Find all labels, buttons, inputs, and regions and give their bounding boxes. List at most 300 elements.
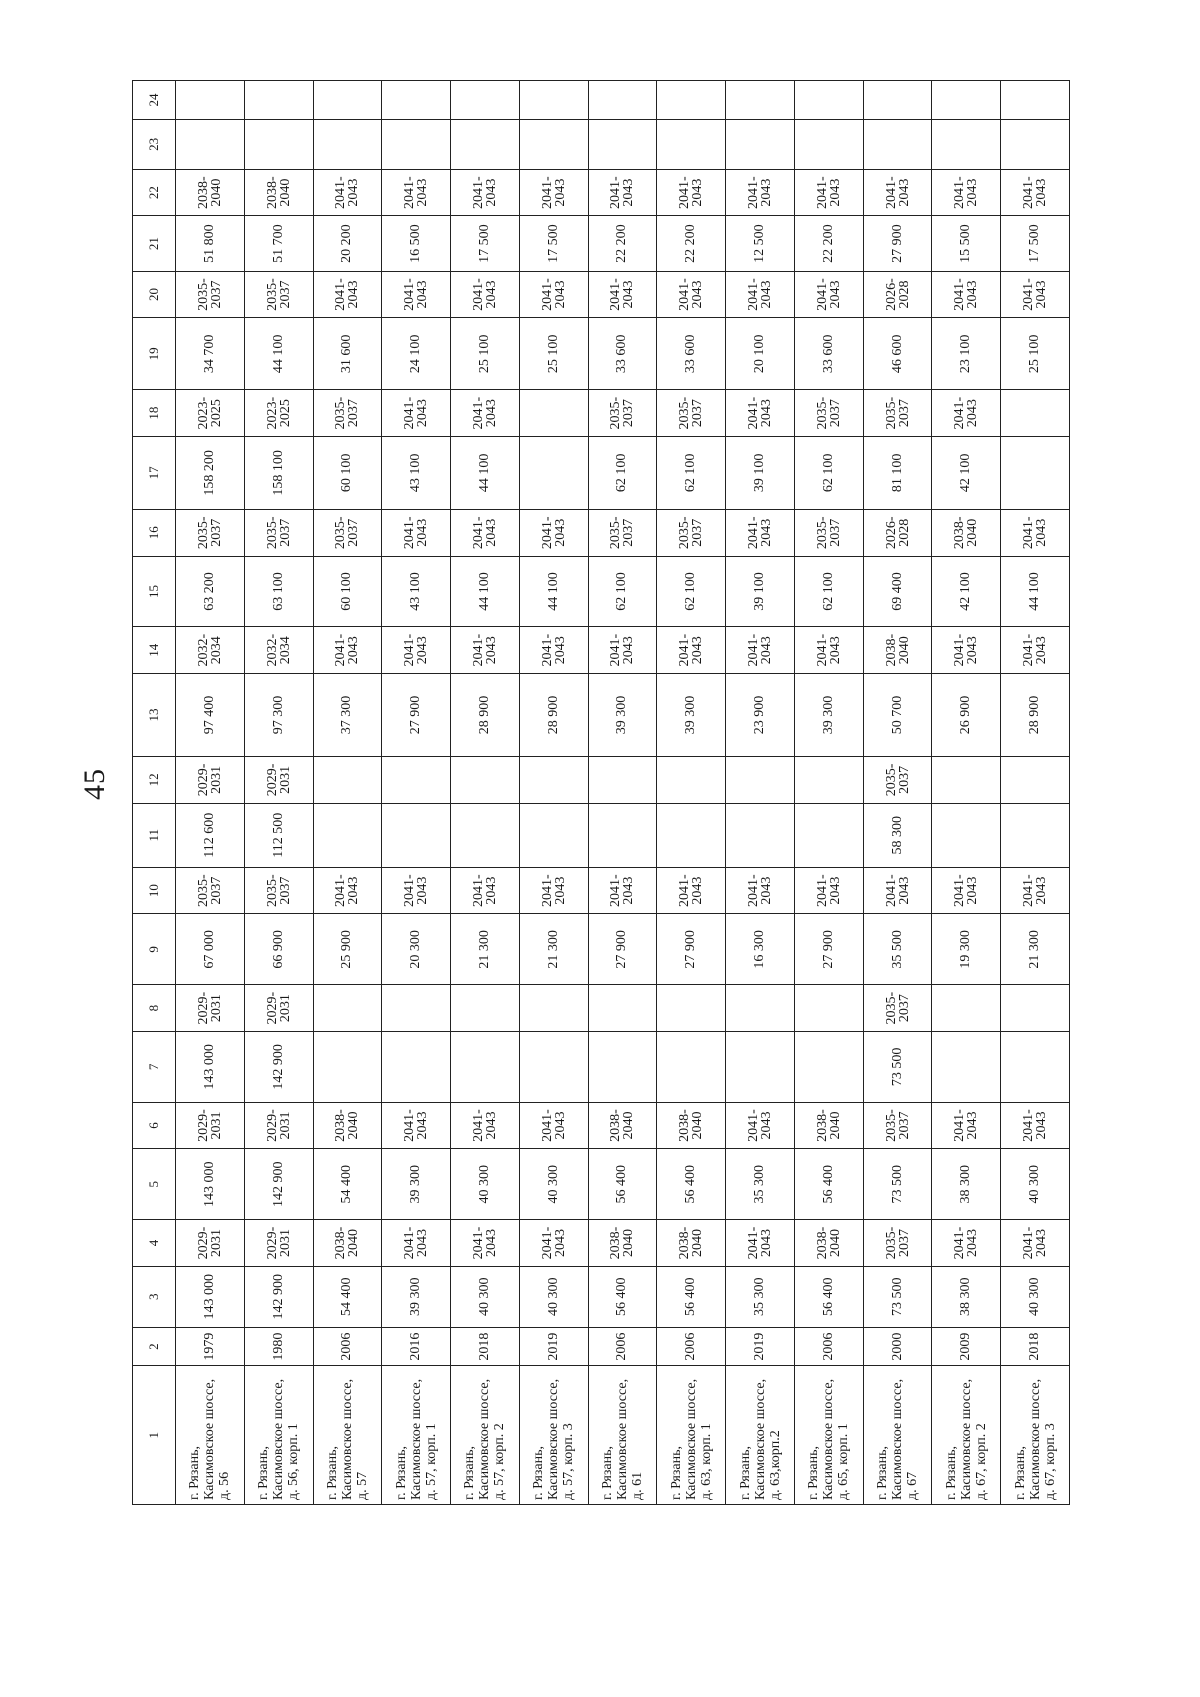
period-cell: 2035- 2037 [176, 867, 245, 914]
value-cell: 97 400 [176, 673, 245, 756]
table-row [244, 81, 313, 1505]
period-cell: 2041- 2043 [932, 1220, 1001, 1267]
value-cell: 66 900 [244, 914, 313, 985]
period-cell: 2041- 2043 [451, 627, 520, 674]
value-cell [313, 1031, 382, 1102]
period-cell: 2035- 2037 [176, 271, 245, 318]
period-cell: 2041- 2043 [726, 169, 795, 216]
period-cell: 2029- 2031 [176, 1102, 245, 1149]
period-cell: 2041- 2043 [726, 271, 795, 318]
period-cell: 2041- 2043 [932, 1102, 1001, 1149]
period-cell: 2038- 2040 [794, 1102, 863, 1149]
value-cell: 112 500 [244, 803, 313, 867]
build-year-cell: 2016 [382, 1327, 451, 1366]
value-cell [313, 985, 382, 1032]
value-cell: 62 100 [657, 556, 726, 627]
value-cell: 56 400 [657, 1149, 726, 1220]
value-cell [451, 803, 520, 867]
period-cell: 2041- 2043 [932, 169, 1001, 216]
period-cell: 2041- 2043 [794, 867, 863, 914]
value-cell: 73 500 [863, 1031, 932, 1102]
period-cell: 2041- 2043 [726, 627, 795, 674]
value-cell: 63 100 [244, 556, 313, 627]
value-cell: 62 100 [794, 556, 863, 627]
value-cell: 33 600 [588, 318, 657, 390]
value-cell: 28 900 [519, 673, 588, 756]
period-cell: 2029- 2031 [244, 757, 313, 804]
value-cell [794, 1031, 863, 1102]
value-cell: 73 500 [863, 1266, 932, 1327]
value-cell: 142 900 [244, 1149, 313, 1220]
period-cell: 2035- 2037 [657, 509, 726, 556]
value-cell: 33 600 [657, 318, 726, 390]
value-cell: 54 400 [313, 1149, 382, 1220]
table-row [588, 81, 657, 1505]
value-cell: 39 300 [382, 1266, 451, 1327]
value-cell: 54 400 [313, 1266, 382, 1327]
value-cell [794, 803, 863, 867]
value-cell [863, 81, 932, 120]
period-cell: 2038- 2040 [313, 1102, 382, 1149]
period-cell: 2041- 2043 [657, 271, 726, 318]
period-cell: 2041- 2043 [932, 271, 1001, 318]
period-cell: 2035- 2037 [794, 390, 863, 437]
value-cell [932, 803, 1001, 867]
column-header: 1 [133, 1366, 176, 1505]
value-cell: 21 300 [519, 914, 588, 985]
period-cell: 2035- 2037 [863, 757, 932, 804]
value-cell [382, 119, 451, 169]
value-cell: 56 400 [794, 1149, 863, 1220]
period-cell: 2041- 2043 [519, 1220, 588, 1267]
period-cell: 2041- 2043 [451, 509, 520, 556]
value-cell [244, 119, 313, 169]
value-cell [519, 436, 588, 509]
period-cell: 2041- 2043 [451, 867, 520, 914]
value-cell: 67 000 [176, 914, 245, 985]
rotated-table-container [132, 80, 1070, 1505]
value-cell: 27 900 [794, 914, 863, 985]
value-cell: 25 900 [313, 914, 382, 985]
value-cell [1001, 757, 1070, 804]
period-cell: 2026- 2028 [863, 509, 932, 556]
value-cell [726, 757, 795, 804]
value-cell: 44 100 [519, 556, 588, 627]
value-cell: 17 500 [519, 216, 588, 271]
period-cell: 2035- 2037 [657, 390, 726, 437]
value-cell: 22 200 [588, 216, 657, 271]
period-cell: 2035- 2037 [863, 390, 932, 437]
period-cell: 2035- 2037 [244, 867, 313, 914]
period-cell: 2041- 2043 [519, 509, 588, 556]
period-cell: 2035- 2037 [794, 509, 863, 556]
value-cell [588, 803, 657, 867]
table-row [519, 81, 588, 1505]
value-cell: 44 100 [244, 318, 313, 390]
table-row [794, 81, 863, 1505]
value-cell [176, 119, 245, 169]
period-cell: 2029- 2031 [244, 1220, 313, 1267]
period-cell: 2032- 2034 [176, 627, 245, 674]
value-cell: 24 100 [382, 318, 451, 390]
period-cell: 2035- 2037 [176, 509, 245, 556]
period-cell: 2029- 2031 [176, 757, 245, 804]
column-header: 15 [133, 556, 176, 627]
period-cell: 2041- 2043 [382, 627, 451, 674]
address-cell: г. Рязань, Касимовское шоссе, д. 67 [863, 1366, 932, 1505]
address-cell: г. Рязань, Касимовское шоссе, д. 57, корп. 1 [382, 1366, 451, 1505]
period-cell: 2038- 2040 [176, 169, 245, 216]
value-cell [726, 1031, 795, 1102]
period-cell: 2035- 2037 [588, 390, 657, 437]
value-cell [382, 81, 451, 120]
period-cell: 2041- 2043 [794, 169, 863, 216]
address-cell: г. Рязань, Касимовское шоссе, д. 63, корп. 1 [657, 1366, 726, 1505]
value-cell [726, 81, 795, 120]
value-cell: 35 500 [863, 914, 932, 985]
address-cell: г. Рязань, Касимовское шоссе, д. 57, корп. 3 [519, 1366, 588, 1505]
value-cell [1001, 81, 1070, 120]
value-cell: 16 300 [726, 914, 795, 985]
period-cell: 2041- 2043 [1001, 867, 1070, 914]
table-row [313, 81, 382, 1505]
value-cell [932, 985, 1001, 1032]
value-cell [588, 757, 657, 804]
value-cell: 44 100 [451, 556, 520, 627]
address-cell: г. Рязань, Касимовское шоссе, д. 56 [176, 1366, 245, 1505]
header-row [133, 81, 176, 1505]
period-cell: 2041- 2043 [519, 271, 588, 318]
column-header: 21 [133, 216, 176, 271]
column-header: 4 [133, 1220, 176, 1267]
column-header: 7 [133, 1031, 176, 1102]
value-cell: 27 900 [657, 914, 726, 985]
data-table [132, 80, 1070, 1505]
value-cell: 73 500 [863, 1149, 932, 1220]
value-cell: 56 400 [588, 1149, 657, 1220]
value-cell [657, 1031, 726, 1102]
page-number: 45 [78, 768, 111, 800]
value-cell [451, 985, 520, 1032]
value-cell [176, 81, 245, 120]
value-cell [726, 119, 795, 169]
period-cell: 2041- 2043 [313, 271, 382, 318]
value-cell: 17 500 [451, 216, 520, 271]
period-cell: 2041- 2043 [382, 1102, 451, 1149]
period-cell: 2041- 2043 [382, 509, 451, 556]
build-year-cell: 2009 [932, 1327, 1001, 1366]
period-cell: 2041- 2043 [1001, 1220, 1070, 1267]
period-cell: 2038- 2040 [588, 1102, 657, 1149]
column-header: 2 [133, 1327, 176, 1366]
column-header: 19 [133, 318, 176, 390]
column-header: 17 [133, 436, 176, 509]
value-cell [657, 803, 726, 867]
period-cell: 2041- 2043 [519, 627, 588, 674]
period-cell: 2029- 2031 [176, 985, 245, 1032]
period-cell: 2041- 2043 [519, 169, 588, 216]
value-cell: 51 800 [176, 216, 245, 271]
column-header: 3 [133, 1266, 176, 1327]
value-cell [519, 757, 588, 804]
value-cell: 27 900 [863, 216, 932, 271]
address-cell: г. Рязань, Касимовское шоссе, д. 65, корп. 1 [794, 1366, 863, 1505]
value-cell: 20 300 [382, 914, 451, 985]
value-cell [932, 119, 1001, 169]
period-cell: 2041- 2043 [519, 867, 588, 914]
build-year-cell: 2018 [1001, 1327, 1070, 1366]
period-cell: 2041- 2043 [382, 271, 451, 318]
build-year-cell: 2006 [794, 1327, 863, 1366]
value-cell [313, 757, 382, 804]
value-cell: 51 700 [244, 216, 313, 271]
period-cell: 2038- 2040 [313, 1220, 382, 1267]
value-cell [519, 390, 588, 437]
period-cell: 2041- 2043 [313, 627, 382, 674]
value-cell [1001, 1031, 1070, 1102]
address-cell: г. Рязань, Касимовское шоссе, д. 56, корп. 1 [244, 1366, 313, 1505]
value-cell: 143 000 [176, 1031, 245, 1102]
value-cell: 142 900 [244, 1031, 313, 1102]
value-cell: 143 000 [176, 1149, 245, 1220]
period-cell: 2041- 2043 [726, 509, 795, 556]
period-cell: 2035- 2037 [863, 1220, 932, 1267]
period-cell: 2035- 2037 [313, 390, 382, 437]
period-cell: 2041- 2043 [382, 867, 451, 914]
value-cell: 22 200 [657, 216, 726, 271]
value-cell [519, 985, 588, 1032]
period-cell: 2038- 2040 [588, 1220, 657, 1267]
value-cell [313, 803, 382, 867]
value-cell: 44 100 [451, 436, 520, 509]
column-header: 18 [133, 390, 176, 437]
table-row [726, 81, 795, 1505]
period-cell: 2041- 2043 [588, 867, 657, 914]
period-cell: 2023- 2025 [244, 390, 313, 437]
value-cell: 39 100 [726, 436, 795, 509]
value-cell: 22 200 [794, 216, 863, 271]
period-cell: 2035- 2037 [588, 509, 657, 556]
period-cell: 2038- 2040 [932, 509, 1001, 556]
value-cell: 39 300 [588, 673, 657, 756]
period-cell: 2026- 2028 [863, 271, 932, 318]
column-header: 5 [133, 1149, 176, 1220]
period-cell: 2032- 2034 [244, 627, 313, 674]
period-cell: 2041- 2043 [726, 390, 795, 437]
value-cell: 42 100 [932, 436, 1001, 509]
period-cell: 2041- 2043 [382, 390, 451, 437]
value-cell [588, 1031, 657, 1102]
value-cell: 60 100 [313, 436, 382, 509]
value-cell: 46 600 [863, 318, 932, 390]
value-cell [519, 81, 588, 120]
value-cell [519, 1031, 588, 1102]
value-cell: 35 300 [726, 1149, 795, 1220]
period-cell: 2041- 2043 [382, 169, 451, 216]
value-cell [657, 119, 726, 169]
period-cell: 2041- 2043 [519, 1102, 588, 1149]
period-cell: 2035- 2037 [863, 985, 932, 1032]
period-cell: 2041- 2043 [1001, 169, 1070, 216]
period-cell: 2041- 2043 [657, 867, 726, 914]
value-cell [588, 985, 657, 1032]
period-cell: 2035- 2037 [244, 271, 313, 318]
period-cell: 2041- 2043 [588, 627, 657, 674]
value-cell [519, 803, 588, 867]
value-cell: 143 000 [176, 1266, 245, 1327]
period-cell: 2035- 2037 [244, 509, 313, 556]
value-cell [382, 803, 451, 867]
value-cell: 12 500 [726, 216, 795, 271]
value-cell: 40 300 [519, 1266, 588, 1327]
column-header: 11 [133, 803, 176, 867]
value-cell: 63 200 [176, 556, 245, 627]
value-cell [313, 119, 382, 169]
period-cell: 2038- 2040 [657, 1102, 726, 1149]
period-cell: 2041- 2043 [794, 271, 863, 318]
column-header: 6 [133, 1102, 176, 1149]
period-cell: 2041- 2043 [1001, 627, 1070, 674]
value-cell: 50 700 [863, 673, 932, 756]
value-cell: 44 100 [1001, 556, 1070, 627]
column-header: 10 [133, 867, 176, 914]
period-cell: 2041- 2043 [932, 390, 1001, 437]
value-cell: 17 500 [1001, 216, 1070, 271]
value-cell [382, 1031, 451, 1102]
table-row [1001, 81, 1070, 1505]
value-cell: 23 100 [932, 318, 1001, 390]
value-cell: 43 100 [382, 556, 451, 627]
period-cell: 2038- 2040 [244, 169, 313, 216]
period-cell: 2041- 2043 [726, 1102, 795, 1149]
value-cell [588, 81, 657, 120]
value-cell: 142 900 [244, 1266, 313, 1327]
period-cell: 2041- 2043 [588, 169, 657, 216]
value-cell: 40 300 [451, 1266, 520, 1327]
period-cell: 2041- 2043 [451, 271, 520, 318]
address-cell: г. Рязань, Касимовское шоссе, д. 63,корп.2 [726, 1366, 795, 1505]
table-row [932, 81, 1001, 1505]
value-cell [863, 119, 932, 169]
value-cell: 21 300 [451, 914, 520, 985]
value-cell: 25 100 [519, 318, 588, 390]
table-body [176, 81, 1070, 1505]
value-cell: 23 900 [726, 673, 795, 756]
value-cell [657, 81, 726, 120]
value-cell: 33 600 [794, 318, 863, 390]
column-header: 20 [133, 271, 176, 318]
value-cell: 56 400 [657, 1266, 726, 1327]
table-row [382, 81, 451, 1505]
period-cell: 2041- 2043 [657, 627, 726, 674]
value-cell [726, 985, 795, 1032]
column-header: 12 [133, 757, 176, 804]
column-header: 24 [133, 81, 176, 120]
value-cell: 158 100 [244, 436, 313, 509]
address-cell: г. Рязань, Касимовское шоссе, д. 61 [588, 1366, 657, 1505]
address-cell: г. Рязань, Касимовское шоссе, д. 57 [313, 1366, 382, 1505]
build-year-cell: 1979 [176, 1327, 245, 1366]
column-header: 14 [133, 627, 176, 674]
value-cell: 42 100 [932, 556, 1001, 627]
table-row [657, 81, 726, 1505]
value-cell: 69 400 [863, 556, 932, 627]
period-cell: 2035- 2037 [313, 509, 382, 556]
period-cell: 2041- 2043 [1001, 271, 1070, 318]
value-cell: 26 900 [932, 673, 1001, 756]
build-year-cell: 2019 [726, 1327, 795, 1366]
period-cell: 2041- 2043 [382, 1220, 451, 1267]
value-cell: 28 900 [451, 673, 520, 756]
build-year-cell: 2019 [519, 1327, 588, 1366]
period-cell: 2029- 2031 [244, 1102, 313, 1149]
period-cell: 2041- 2043 [313, 867, 382, 914]
value-cell [657, 985, 726, 1032]
value-cell [451, 119, 520, 169]
value-cell [794, 757, 863, 804]
period-cell: 2041- 2043 [794, 627, 863, 674]
value-cell: 56 400 [588, 1266, 657, 1327]
value-cell: 21 300 [1001, 914, 1070, 985]
period-cell: 2035- 2037 [863, 1102, 932, 1149]
period-cell: 2041- 2043 [1001, 509, 1070, 556]
value-cell: 40 300 [1001, 1149, 1070, 1220]
value-cell [794, 119, 863, 169]
period-cell: 2041- 2043 [1001, 1102, 1070, 1149]
column-header: 22 [133, 169, 176, 216]
build-year-cell: 2006 [657, 1327, 726, 1366]
value-cell [313, 81, 382, 120]
value-cell: 58 300 [863, 803, 932, 867]
address-cell: г. Рязань, Касимовское шоссе, д. 67, корп. 2 [932, 1366, 1001, 1505]
value-cell: 37 300 [313, 673, 382, 756]
value-cell [382, 985, 451, 1032]
value-cell: 35 300 [726, 1266, 795, 1327]
value-cell [932, 1031, 1001, 1102]
value-cell: 38 300 [932, 1266, 1001, 1327]
value-cell [932, 757, 1001, 804]
table-row [863, 81, 932, 1505]
period-cell: 2038- 2040 [863, 627, 932, 674]
period-cell: 2041- 2043 [932, 627, 1001, 674]
value-cell: 38 300 [932, 1149, 1001, 1220]
build-year-cell: 2018 [451, 1327, 520, 1366]
value-cell: 40 300 [451, 1149, 520, 1220]
value-cell: 20 200 [313, 216, 382, 271]
period-cell: 2038- 2040 [794, 1220, 863, 1267]
value-cell: 19 300 [932, 914, 1001, 985]
value-cell [1001, 119, 1070, 169]
value-cell [451, 1031, 520, 1102]
value-cell: 43 100 [382, 436, 451, 509]
value-cell: 39 100 [726, 556, 795, 627]
build-year-cell: 2006 [313, 1327, 382, 1366]
value-cell: 27 900 [588, 914, 657, 985]
value-cell: 39 300 [657, 673, 726, 756]
column-header: 16 [133, 509, 176, 556]
value-cell: 20 100 [726, 318, 795, 390]
period-cell: 2029- 2031 [244, 985, 313, 1032]
period-cell: 2041- 2043 [451, 390, 520, 437]
value-cell: 31 600 [313, 318, 382, 390]
value-cell: 16 500 [382, 216, 451, 271]
value-cell [519, 119, 588, 169]
period-cell: 2041- 2043 [932, 867, 1001, 914]
column-header: 23 [133, 119, 176, 169]
value-cell [1001, 390, 1070, 437]
table-row [176, 81, 245, 1505]
value-cell: 40 300 [519, 1149, 588, 1220]
